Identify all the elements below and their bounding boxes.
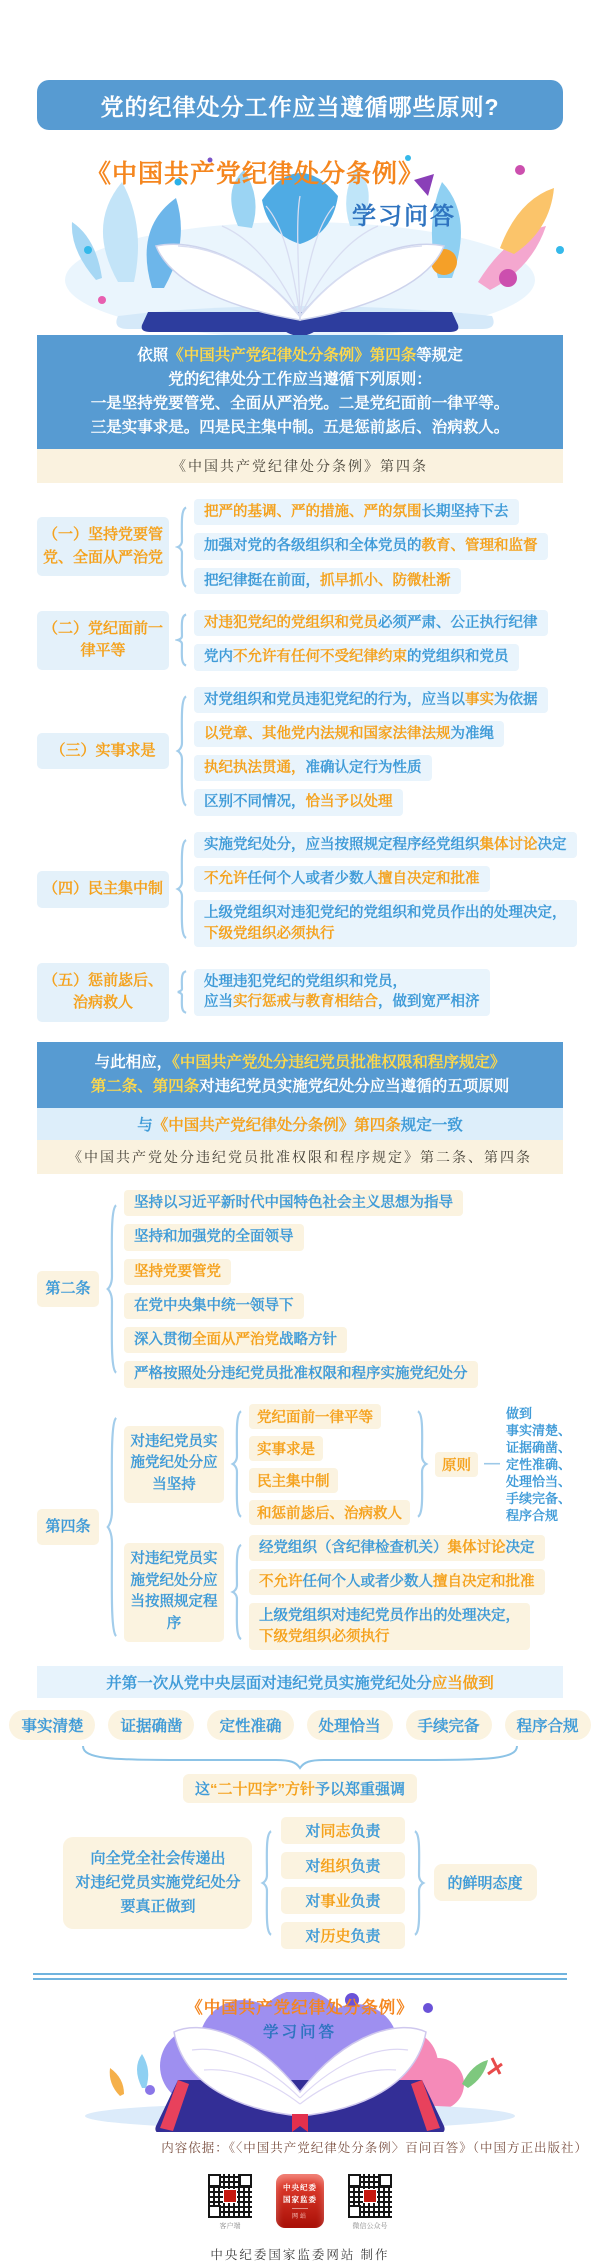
banner-line: 党的纪律处分工作应当遵循下列原则： bbox=[168, 371, 432, 389]
outcome-line: 定性准确、 bbox=[506, 1456, 572, 1472]
principle-items bbox=[194, 832, 577, 947]
dash-connector: — bbox=[484, 1455, 500, 1473]
brace-icon bbox=[175, 970, 188, 1014]
principle-items bbox=[194, 687, 548, 816]
source-bar-2: 《中国共产党处分违纪党员批准权限和程序规定》第二条、第四条 bbox=[37, 1140, 563, 1174]
chip: 定性准确 bbox=[207, 1710, 293, 1740]
banner-line: 第二条、第四条对违纪党员实施党纪处分应当遵循的五项原则 bbox=[90, 1077, 510, 1095]
principle-group-3 bbox=[37, 687, 572, 816]
qr-right-item bbox=[348, 2174, 392, 2231]
attitude-section bbox=[0, 1817, 600, 1949]
twenty-four-chips bbox=[0, 1710, 600, 1740]
consistency-bar: 与《中国共产党纪律处分条例》第四条规定一致 bbox=[37, 1108, 563, 1140]
article-2-item: 在党中央集中统一领导下 bbox=[124, 1293, 304, 1319]
attitude-chip: 对同志负责 bbox=[281, 1817, 404, 1844]
regulation-banner bbox=[37, 335, 563, 449]
principle-item: 加强对党的各级组织和全体党员的教育、管理和监督 bbox=[194, 533, 548, 559]
brace-icon bbox=[80, 1742, 520, 1770]
hold-label: 对违纪党员实施党纪处分应当坚持 bbox=[124, 1426, 224, 1503]
article-4-hold-row bbox=[124, 1404, 571, 1525]
qr-left-caption: 客户端 bbox=[219, 2222, 241, 2230]
hold-chip: 实事求是 bbox=[249, 1436, 323, 1461]
brace-icon bbox=[416, 1408, 429, 1520]
brace-icon bbox=[230, 1408, 243, 1520]
footer-tag: 学习问答 bbox=[262, 2023, 337, 2041]
procedure-item: 不允许任何个人或者少数人擅自决定和批准 bbox=[249, 1569, 545, 1595]
attitude-chip: 对组织负责 bbox=[281, 1852, 404, 1879]
principle-label: （三）实事求是 bbox=[37, 733, 169, 770]
qr-right-caption: 微信公众号 bbox=[352, 2222, 388, 2230]
related-regulation-banner bbox=[37, 1042, 563, 1108]
article-2-item: 坚持和加强党的全面领导 bbox=[124, 1224, 304, 1250]
principle-item: 实施党纪处分，应当按照规定程序经党组织集体讨论决定 bbox=[194, 832, 577, 858]
attitude-result: 的鲜明态度 bbox=[434, 1864, 537, 1901]
hold-chip: 党纪面前一律平等 bbox=[249, 1404, 381, 1429]
principle-item: 处理违犯党纪的党组织和党员， 应当实行惩戒与教育相结合，做到宽严相济 bbox=[194, 969, 490, 1016]
qr-code-wechat bbox=[348, 2174, 392, 2218]
credit-line: 中央纪委国家监委网站 制作 bbox=[210, 2247, 390, 2262]
chip: 程序合规 bbox=[505, 1710, 591, 1740]
principle-label: （二）党纪面前一律平等 bbox=[37, 611, 169, 670]
procedure-items bbox=[249, 1535, 545, 1650]
principle-chip: 原则 bbox=[435, 1452, 478, 1477]
qr-code-row bbox=[0, 2174, 600, 2231]
content-source-line: 内容依据：《〈中国共产党纪律处分条例〉百问百答》（中国方正出版社） bbox=[161, 2140, 588, 2155]
emphasis-row bbox=[0, 1774, 600, 1803]
attitude-chips bbox=[281, 1817, 404, 1949]
principle-item: 执纪执法贯通，准确认定行为性质 bbox=[194, 755, 432, 781]
principle-group-1 bbox=[37, 499, 572, 594]
ccdi-app-icon bbox=[276, 2174, 324, 2228]
banner-line: 依照《中国共产党纪律处分条例》第四条等规定 bbox=[137, 347, 463, 364]
brace-icon bbox=[105, 1411, 118, 1643]
principle-group-5 bbox=[37, 963, 572, 1022]
banner-line: 三是实事求是。四是民主集中制。五是惩前毖后、治病救人。 bbox=[90, 419, 510, 437]
chip: 手续完备 bbox=[406, 1710, 492, 1740]
brace-icon bbox=[175, 837, 188, 941]
brace-icon bbox=[105, 1200, 118, 1378]
source-bar: 《中国共产党纪律处分条例》第四条 bbox=[37, 449, 563, 483]
brace-icon bbox=[175, 505, 188, 589]
article-2-group bbox=[37, 1190, 572, 1388]
hero-tag: 学习问答 bbox=[352, 203, 456, 230]
principle-item: 不允许任何个人或者少数人擅自决定和批准 bbox=[194, 866, 490, 892]
article-4-content bbox=[124, 1404, 571, 1650]
principle-items bbox=[194, 610, 548, 671]
qr-center-logo bbox=[223, 2189, 237, 2203]
qr-code-client bbox=[208, 2174, 252, 2218]
chip: 处理恰当 bbox=[307, 1710, 393, 1740]
brace-icon bbox=[230, 1542, 243, 1642]
footer-book-title: 《中国共产党纪律处分条例》 bbox=[186, 1998, 414, 2017]
page-title: 党的纪律处分工作应当遵循哪些原则? bbox=[37, 80, 563, 130]
principle-group-2 bbox=[37, 610, 572, 671]
article-2-item: 坚持以习近平新时代中国特色社会主义思想为指导 bbox=[124, 1190, 463, 1216]
app-icon-subtext: 网站 bbox=[292, 2208, 308, 2220]
chip: 事实清楚 bbox=[9, 1710, 95, 1740]
article-2-item: 坚持党要管党 bbox=[124, 1259, 231, 1285]
principle-item: 把严的基调、严的措施、严的氛围长期坚持下去 bbox=[194, 499, 519, 525]
outcome-line: 事实清楚、 bbox=[506, 1422, 572, 1438]
footer-illustration bbox=[0, 1992, 600, 2132]
principle-item: 上级党组织对违犯党纪的党组织和党员作出的处理决定， 下级党组织必须执行 bbox=[194, 900, 577, 947]
attitude-chip: 对事业负责 bbox=[281, 1887, 404, 1914]
principle-label: （五）惩前毖后、治病救人 bbox=[37, 963, 169, 1022]
app-icon-text: 中央纪委 bbox=[283, 2182, 317, 2192]
hold-chips bbox=[249, 1404, 410, 1525]
article-2-label: 第二条 bbox=[37, 1271, 99, 1308]
central-committee-bar: 并第一次从党中央层面对违纪党员实施党纪处分应当做到 bbox=[37, 1666, 563, 1698]
outcome-line: 做到 bbox=[506, 1405, 533, 1421]
principle-items bbox=[194, 499, 548, 594]
outcome-line: 证据确凿、 bbox=[506, 1439, 572, 1455]
attitude-chip: 对历史负责 bbox=[281, 1922, 404, 1949]
hold-chip: 民主集中制 bbox=[249, 1468, 338, 1493]
brace-icon bbox=[413, 1828, 426, 1938]
principle-label: （一）坚持党要管党、全面从严治党 bbox=[37, 517, 169, 576]
hold-chip: 和惩前毖后、治病救人 bbox=[249, 1500, 410, 1525]
principle-item: 把纪律挺在前面，抓早抓小、防微杜渐 bbox=[194, 568, 461, 594]
hero-book-title: 《中国共产党纪律处分条例》 bbox=[86, 160, 425, 188]
qr-center-logo bbox=[363, 2189, 377, 2203]
hold-outcome bbox=[506, 1405, 571, 1524]
article-2-item: 深入贯彻全面从严治党战略方针 bbox=[124, 1327, 347, 1353]
article-4-procedure-row bbox=[124, 1535, 571, 1650]
article-4-label: 第四条 bbox=[37, 1509, 99, 1546]
attitude-lead: 向全党全社会传递出 对违纪党员实施党纪处分 要真正做到 bbox=[63, 1837, 252, 1929]
principle-item: 以党章、其他党内法规和国家法律法规为准绳 bbox=[194, 721, 504, 747]
procedure-label: 对违纪党员实施党纪处分应当按照规定程序 bbox=[124, 1543, 224, 1642]
principle-item: 党内不允许有任何不受纪律约束的党组织和党员 bbox=[194, 644, 519, 670]
outcome-line: 手续完备、 bbox=[506, 1490, 572, 1506]
brace-icon bbox=[175, 613, 188, 667]
outcome-line: 处理恰当、 bbox=[506, 1473, 572, 1489]
article-4-group bbox=[37, 1404, 572, 1650]
outcome-line: 程序合规 bbox=[506, 1507, 559, 1523]
section-divider bbox=[33, 1973, 567, 1980]
principle-items bbox=[194, 969, 490, 1016]
principle-item: 对违犯党纪的党组织和党员必须严肃、公正执行纪律 bbox=[194, 610, 548, 636]
procedure-item: 上级党组织对违纪党员作出的处理决定， 下级党组织必须执行 bbox=[249, 1603, 530, 1650]
article-2-item: 严格按照处分违纪党员批准权限和程序实施党纪处分 bbox=[124, 1361, 478, 1387]
banner-line: 一是坚持党要管党、全面从严治党。二是党纪面前一律平等。 bbox=[90, 395, 510, 413]
qr-left-item bbox=[208, 2174, 252, 2231]
hero-section bbox=[0, 130, 600, 335]
chip: 证据确凿 bbox=[108, 1710, 194, 1740]
principle-label: （四）民主集中制 bbox=[37, 871, 169, 908]
brace-icon bbox=[175, 693, 188, 809]
banner-line: 与此相应，《中国共产党处分违纪党员批准权限和程序规定》 bbox=[94, 1053, 506, 1071]
principle-group-4 bbox=[37, 832, 572, 947]
brace-icon bbox=[260, 1828, 273, 1938]
wide-brace bbox=[0, 1742, 600, 1770]
principle-item: 对党组织和党员违犯党纪的行为，应当以事实为依据 bbox=[194, 687, 548, 713]
article-2-items bbox=[124, 1190, 478, 1388]
principle-item: 区别不同情况，恰当予以处理 bbox=[194, 789, 403, 815]
app-icon-text: 国家监委 bbox=[283, 2194, 317, 2204]
procedure-item: 经党组织（含纪律检查机关）集体讨论决定 bbox=[249, 1535, 545, 1561]
emphasis-chip: 这“二十四字”方针予以郑重强调 bbox=[183, 1774, 417, 1803]
